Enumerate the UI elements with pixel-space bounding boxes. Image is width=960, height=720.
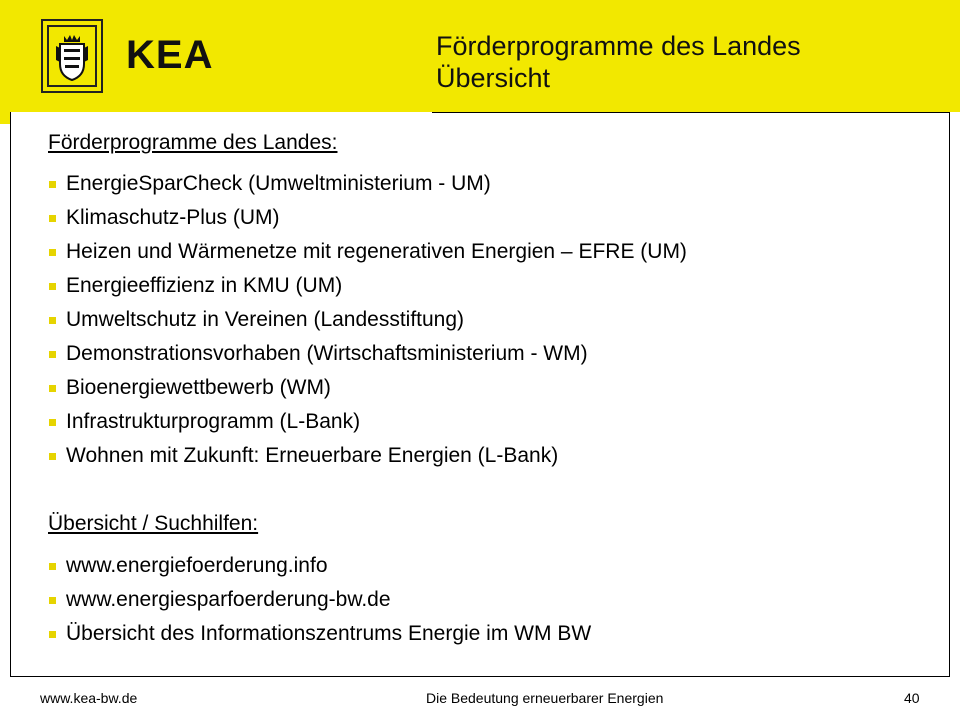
- page-title: [436, 30, 801, 94]
- link-energiesparfoerderung[interactable]: www.energiesparfoerderung-bw.de: [66, 588, 391, 611]
- footer-page-number: 40: [904, 690, 920, 706]
- footer-presentation-title: Die Bedeutung erneuerbarer Energien: [426, 690, 664, 706]
- list-item: Wohnen mit Zukunft: Erneuerbare Energien (L-Bank): [48, 439, 687, 473]
- list-item: Energieeffizienz in KMU (UM): [48, 269, 687, 303]
- list-item: Demonstrationsvorhaben (Wirtschaftsministerium - WM): [48, 337, 687, 371]
- list-item: Umweltschutz in Vereinen (Landesstiftung): [48, 303, 687, 337]
- square-bullet-icon: [49, 419, 56, 426]
- list-item: Bioenergiewettbewerb (WM): [48, 371, 687, 405]
- coat-of-arms-logo: [40, 18, 104, 94]
- footer-website[interactable]: www.kea-bw.de: [40, 690, 138, 706]
- list-item: Infrastrukturprogramm (L-Bank): [48, 405, 687, 439]
- square-bullet-icon: [49, 351, 56, 358]
- square-bullet-icon: [49, 215, 56, 222]
- title-line-2: Übersicht: [436, 63, 551, 93]
- square-bullet-icon: [49, 249, 56, 256]
- list-item[interactable]: [48, 549, 591, 583]
- square-bullet-icon: [49, 597, 56, 604]
- list-item: Übersicht des Informationszentrums Energie im WM BW: [48, 617, 591, 651]
- list-item[interactable]: [48, 583, 591, 617]
- square-bullet-icon: [49, 631, 56, 638]
- square-bullet-icon: [49, 453, 56, 460]
- programs-list: [48, 167, 687, 473]
- list-item: Klimaschutz-Plus (UM): [48, 201, 687, 235]
- search-aids-list: [48, 549, 591, 651]
- section-heading-search-aids: Übersicht / Suchhilfen:: [48, 512, 259, 535]
- list-item: EnergieSparCheck (Umweltministerium - UM): [48, 167, 687, 201]
- square-bullet-icon: [49, 283, 56, 290]
- square-bullet-icon: [49, 385, 56, 392]
- kea-logo-text: KEA: [126, 33, 214, 77]
- link-energiefoerderung[interactable]: www.energiefoerderung.info: [66, 554, 328, 577]
- square-bullet-icon: [49, 181, 56, 188]
- square-bullet-icon: [49, 317, 56, 324]
- title-line-1: Förderprogramme des Landes: [436, 31, 801, 61]
- list-item: Heizen und Wärmenetze mit regenerativen Energien – EFRE (UM): [48, 235, 687, 269]
- content-frame-top-line: [432, 112, 950, 113]
- section-heading-programs: Förderprogramme des Landes:: [48, 131, 338, 154]
- square-bullet-icon: [49, 563, 56, 570]
